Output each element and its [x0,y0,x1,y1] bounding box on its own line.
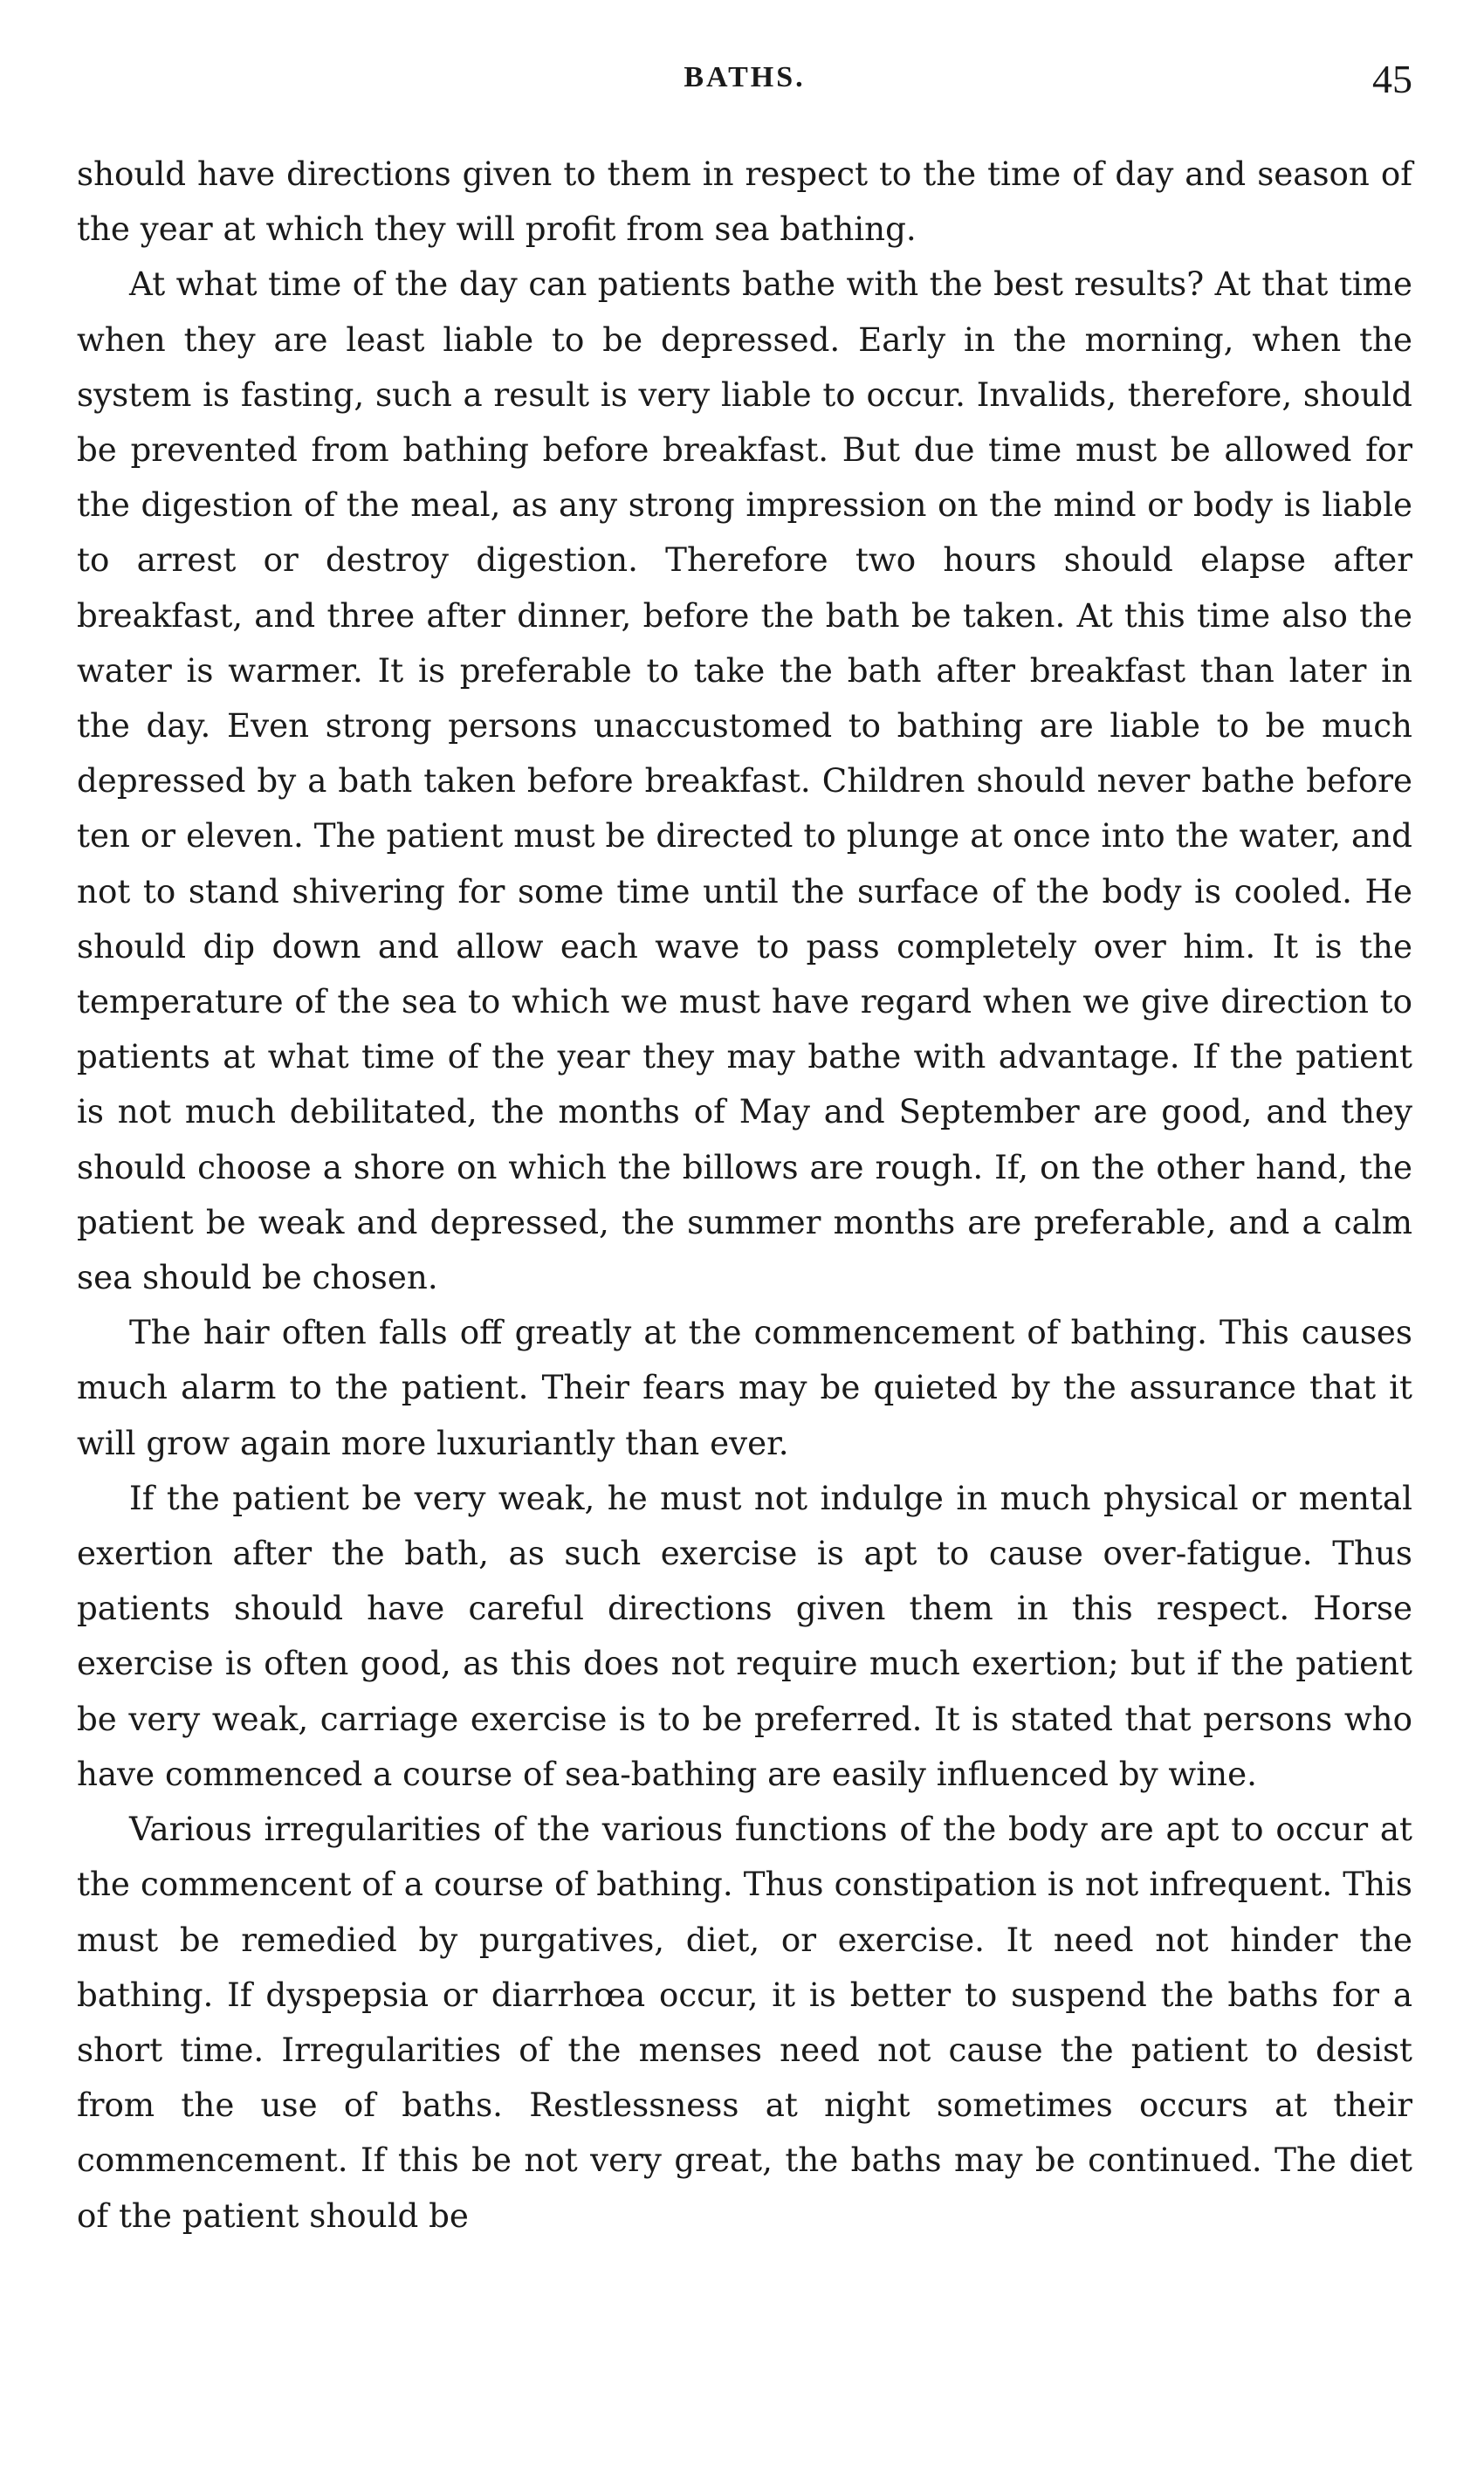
paragraph-exertion: If the patient be very weak, he must not indulge in much physical or mental exertion after the bath, as such exercise is apt to cause over-fatigue. Thus patients should have careful directions given them in this respect. Horse exercise is often good, as this does not require much exertion; but if the patient be very weak, carriage exercise is to be preferred. It is stated that persons who have commenced a course of sea-bathing are easily influenced by wine. [77,1478,1412,1793]
paragraph-hair-loss: The hair often falls off greatly at the commencement of bathing. This causes much alarm to the patient. Their fears may be quieted by the assurance that it will grow again more luxuriantly than ever. [77,1313,1412,1462]
body-text [77,147,1412,2244]
paragraph-continuation: should have directions given to them in respect to the time of day and season of the year at which they will profit from sea bathing. [77,155,1412,249]
page-number: 45 [1372,57,1412,101]
book-page [77,57,1412,2244]
paragraph-bathing-time: At what time of the day can patients bathe with the best results? At that time when they are least liable to be depressed. Early in the morning, when the system is fasting, such a result is very liable to occur. Invalids, therefore, should be prevented from bathing before breakfast. But due time must be allowed for the digestion of the meal, as any strong impression on the mind or body is liable to arrest or destroy digestion. Therefore two hours should elapse after breakfast, and three after dinner, before the bath be taken. At this time also the water is warmer. It is preferable to take the bath after breakfast than later in the day. Even strong persons unaccustomed to bathing are liable to be much depressed by a bath taken before breakfast. Children should never bathe before ten or eleven. The patient must be directed to plunge at once into the water, and not to stand shivering for some time until the surface of the body is cooled. He should dip down and allow each wave to pass completely over him. It is the temperature of the sea to which we must have regard when we give direction to patients at what time of the year they may bathe with advantage. If the patient is not much debilitated, the months of May and September are good, and they should choose a shore on which the billows are rough. If, on the other hand, the patient be weak and depressed, the summer months are preferable, and a calm sea should be chosen. [77,265,1412,1297]
paragraph-irregularities: Various irregularities of the various functions of the body are apt to occur at the commencent of a course of bathing. Thus constipation is not infrequent. This must be remedied by purgatives, diet, or exercise. It need not hinder the bathing. If dyspepsia or diarrhœa occur, it is better to suspend the baths for a short time. Irregularities of the menses need not cause the patient to desist from the use of baths. Restlessness at night sometimes occurs at their commencement. If this be not very great, the baths may be continued. The diet of the patient should be [77,1810,1412,2235]
running-head [77,57,1412,122]
running-title: BATHS. [684,61,806,93]
